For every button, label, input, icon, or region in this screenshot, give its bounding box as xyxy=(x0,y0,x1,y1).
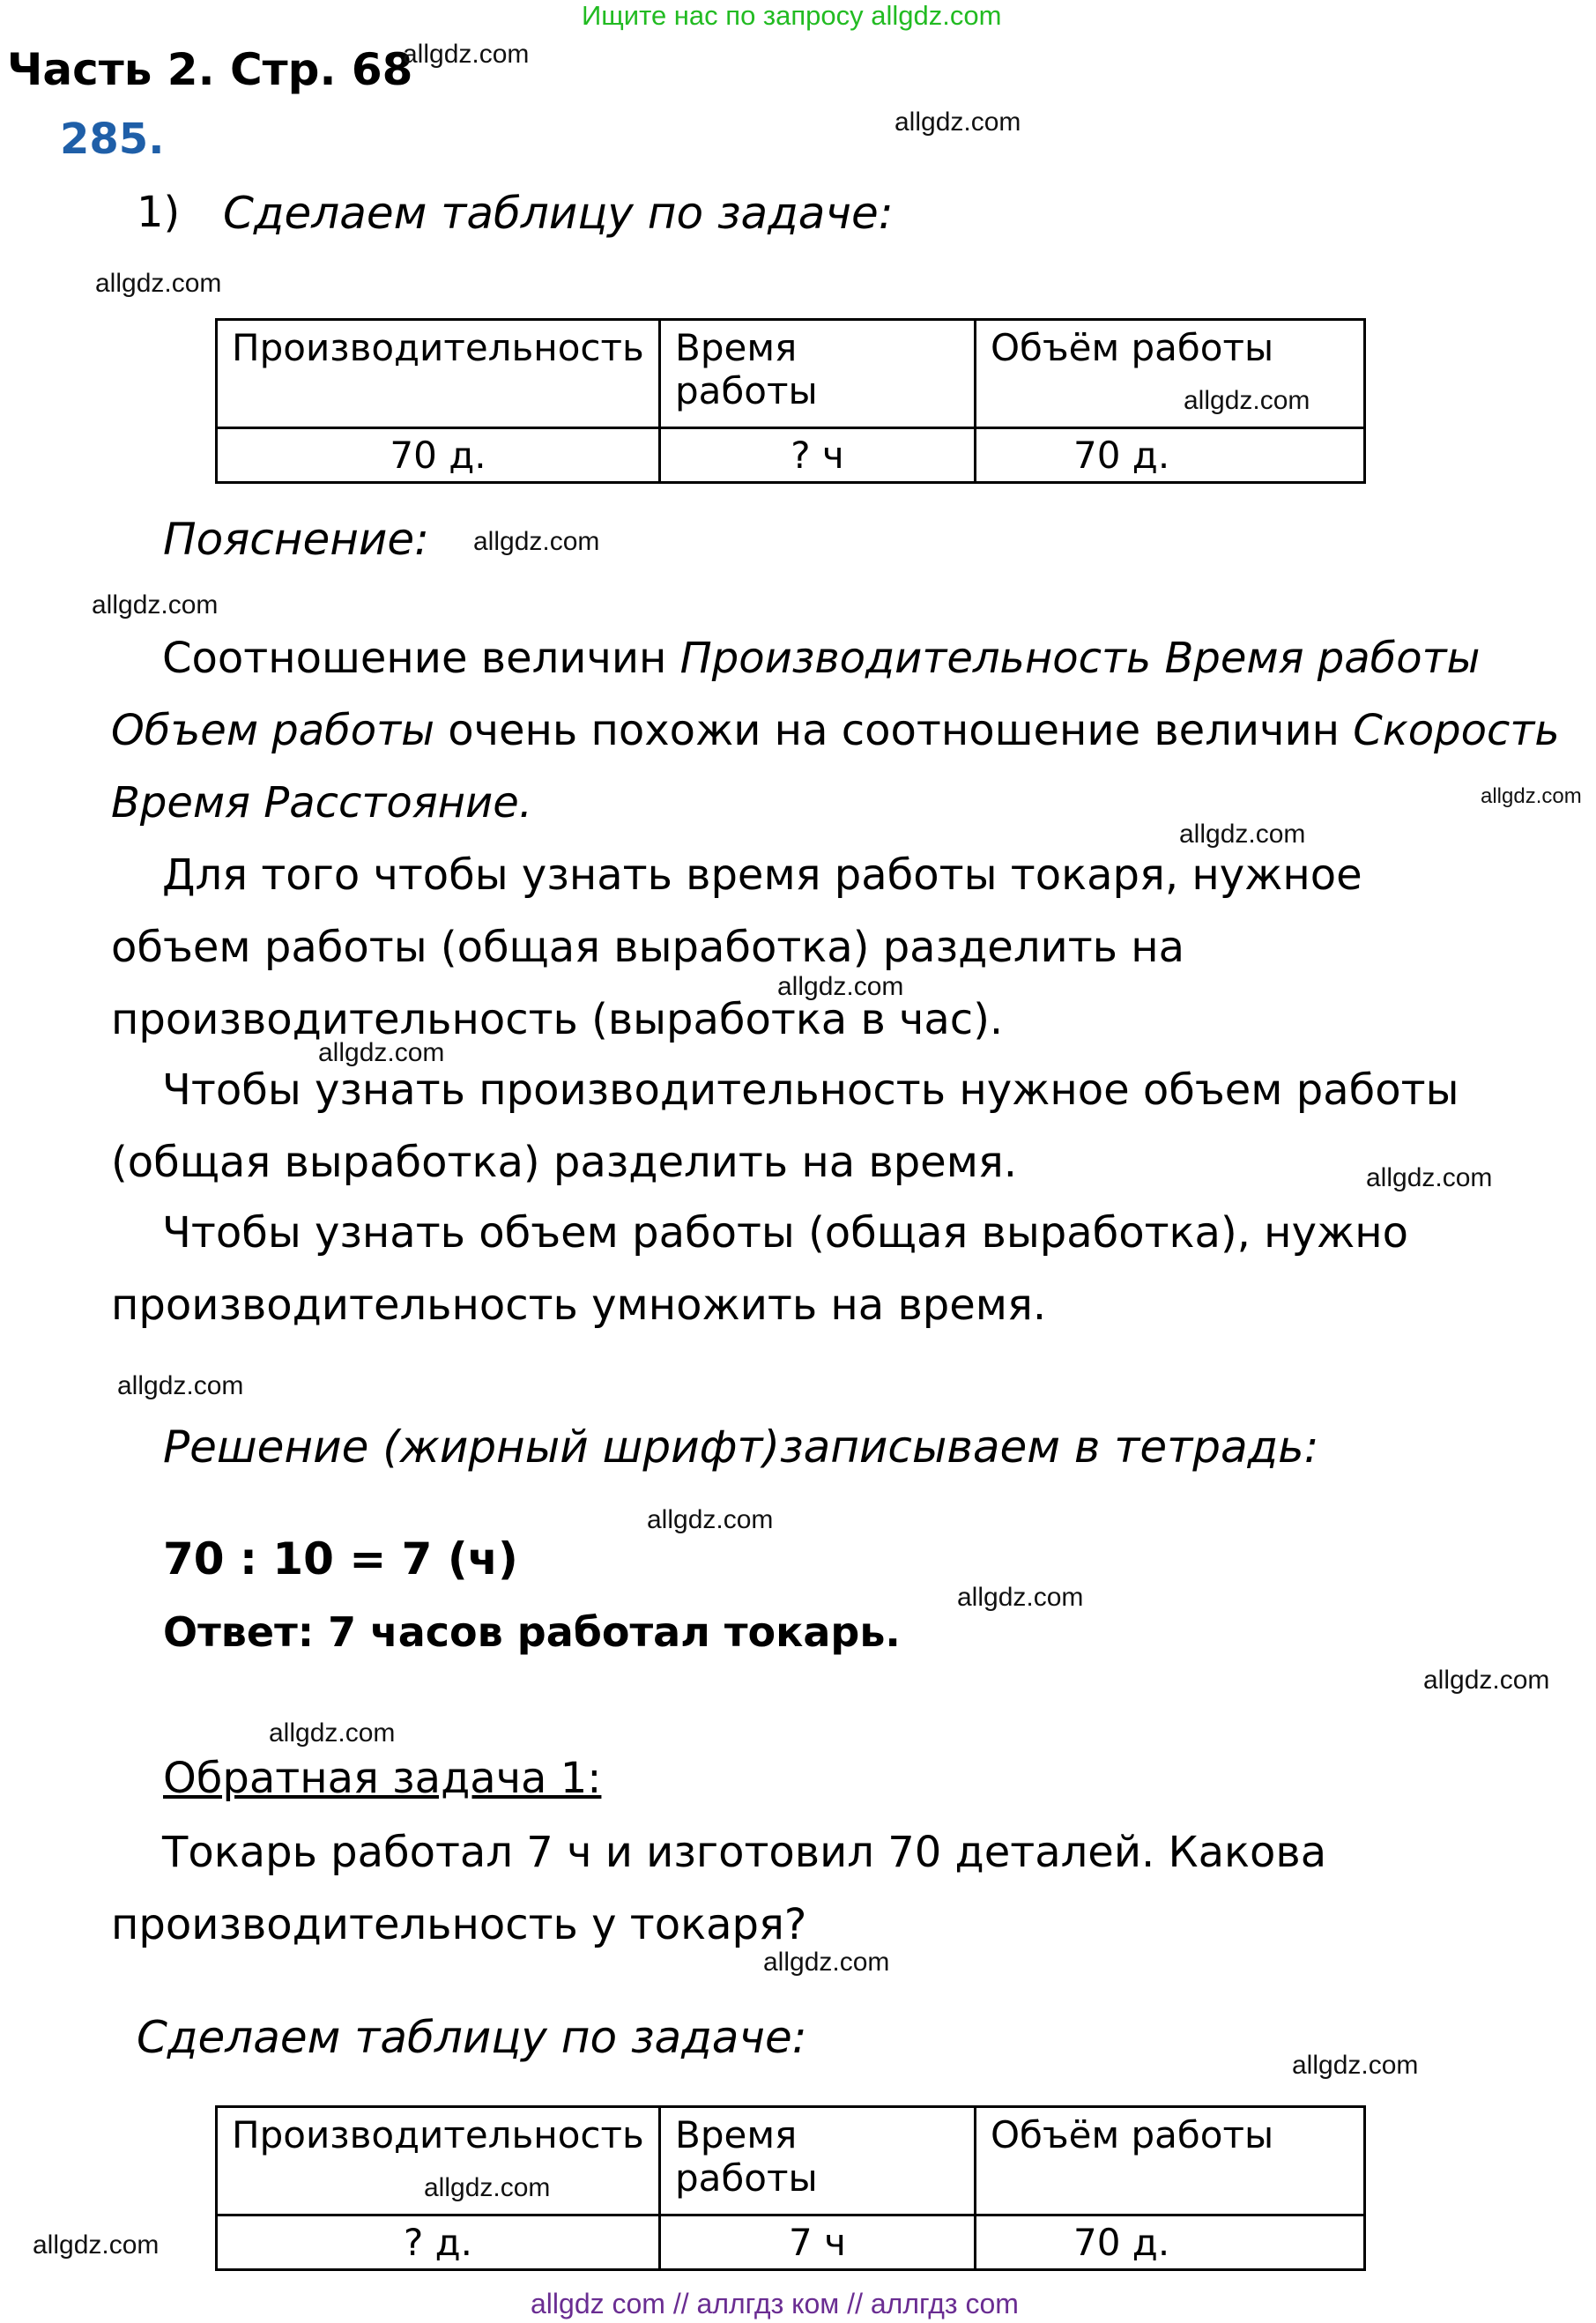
watermark: allgdz.com xyxy=(473,527,600,556)
make-table-heading-1: Сделаем таблицу по задаче: xyxy=(223,188,894,239)
watermark: allgdz.com xyxy=(117,1371,244,1400)
watermark: allgdz.com xyxy=(269,1718,396,1748)
table-row xyxy=(217,2215,1365,2270)
make-table-heading-2: Сделаем таблицу по задаче: xyxy=(137,2012,807,2063)
step-label: 1) xyxy=(137,188,181,237)
header-cell-time xyxy=(660,2107,976,2215)
inverse-task-text: Токарь работал 7 ч и изготовил 70 деталей. Какова производительность у токаря? xyxy=(111,1828,1327,1949)
data-table-2 xyxy=(215,2105,1366,2271)
paragraph-1-italic-1: Производительность Время работы Объем работы xyxy=(111,634,1481,755)
paragraph-4: Чтобы узнать объем работы (общая выработка), нужно производительность умножить на время. xyxy=(111,1208,1408,1330)
watermark: allgdz.com xyxy=(957,1583,1084,1612)
watermark: allgdz.com xyxy=(424,2173,551,2202)
watermark: allgdz.com xyxy=(403,40,530,69)
footer-links: allgdz com // аллгдз ком // аллгдз com xyxy=(531,2288,1019,2319)
header-cell-productivity: Производительность xyxy=(217,2107,660,2215)
watermark: allgdz.com xyxy=(647,1505,774,1534)
watermark: allgdz.com xyxy=(895,108,1021,137)
solution-label: Решение (жирный шрифт)записываем в тетрадь: xyxy=(163,1421,1319,1473)
watermark: allgdz.com xyxy=(1481,784,1582,808)
cell-volume: 70 д. xyxy=(976,2215,1365,2270)
answer: Ответ: 7 часов работал токарь. xyxy=(163,1608,901,1656)
cell-productivity: 70 д. xyxy=(217,428,660,483)
watermark: allgdz.com xyxy=(92,590,219,620)
watermark: allgdz.com xyxy=(1184,386,1310,415)
explanation-label: Пояснение: xyxy=(163,514,430,565)
watermark: allgdz.com xyxy=(1292,2051,1419,2080)
inverse-task-title: Обратная задача 1: xyxy=(163,1754,602,1803)
header-cell-volume: Объём работы xyxy=(976,320,1365,428)
cell-time: 7 ч xyxy=(660,2215,976,2270)
task-number: 285. xyxy=(60,115,165,164)
watermark: allgdz.com xyxy=(763,1948,890,1977)
paragraph-3: Чтобы узнать производительность нужное объем работы (общая выработка) разделить на время. xyxy=(111,1065,1459,1187)
cell-productivity: ? д. xyxy=(217,2215,660,2270)
cell-time: ? ч xyxy=(660,428,976,483)
paragraph-1-italic-2: Скорость Время Расстояние. xyxy=(111,706,1560,828)
paragraph-1 xyxy=(111,622,1574,839)
equation: 70 : 10 = 7 (ч) xyxy=(163,1533,518,1585)
watermark: allgdz.com xyxy=(318,1038,445,1067)
watermark: allgdz.com xyxy=(1179,820,1306,849)
header-cell-productivity: Производительность xyxy=(217,320,660,428)
cell-volume: 70 д. xyxy=(976,428,1365,483)
paragraph-2: Для того чтобы узнать время работы токаря, нужное объем работы (общая выработка) разделить на производительность (выработка в час). xyxy=(111,850,1362,1044)
watermark: allgdz.com xyxy=(1423,1666,1550,1695)
paragraph-1-start: Соотношение величин xyxy=(162,634,680,683)
header-cell-time xyxy=(660,320,976,428)
header-cell-volume: Объём работы xyxy=(976,2107,1365,2215)
header-cell-time-text: Время работы xyxy=(675,326,818,412)
watermark: allgdz.com xyxy=(777,972,904,1001)
page-title: Часть 2. Стр. 68 xyxy=(7,44,413,95)
table-header-row xyxy=(217,2107,1365,2215)
paragraph-1-middle: очень похожи на соотношение величин xyxy=(434,706,1354,755)
watermark: allgdz.com xyxy=(95,269,222,298)
header-cell-time-text: Время работы xyxy=(675,2113,818,2200)
table-row xyxy=(217,428,1365,483)
watermark: allgdz.com xyxy=(1366,1163,1493,1192)
watermark: allgdz.com xyxy=(33,2230,160,2260)
top-banner: Ищите нас по запросу allgdz.com xyxy=(582,0,1002,31)
